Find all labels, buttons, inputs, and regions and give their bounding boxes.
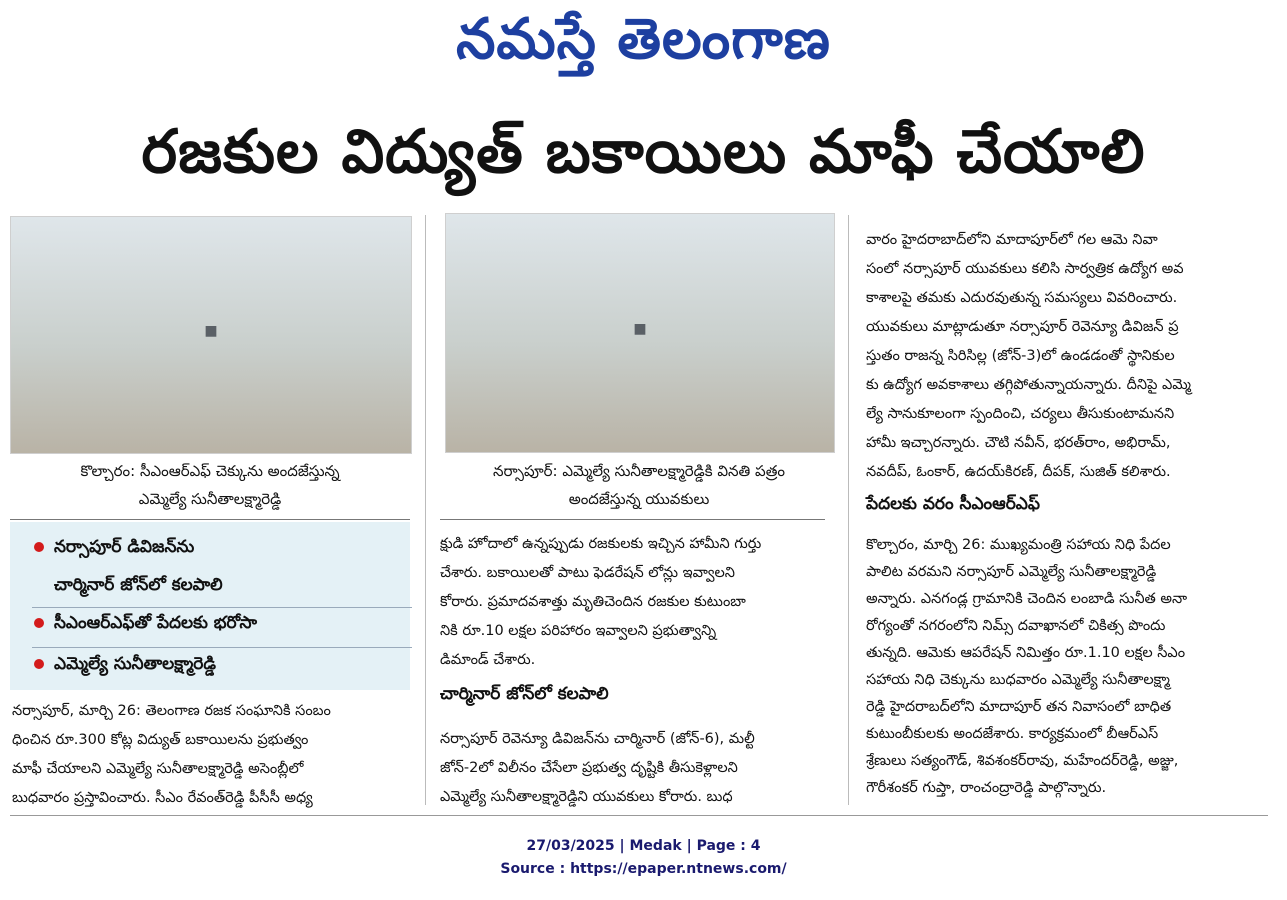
body-line: బుధవారం ప్రస్తావించారు. సీఎం రేవంత్‌రెడ్డి పీసీసీ అధ్య: [12, 790, 313, 806]
column-divider-1: [425, 215, 426, 805]
body-line: డిమాండ్ చేశారు.: [440, 652, 536, 668]
body-line: శ్రేణులు సత్యంగౌడ్, శివశంకర్‌రావు, మహేందర్‌రెడ్డి, అజ్జు,: [866, 753, 1179, 769]
highlight-box: [10, 522, 410, 690]
body-line: ధించిన రూ.300 కోట్ల విద్యుత్ బకాయిలను ప్రభుత్వం: [12, 732, 309, 748]
newspaper-masthead: నమస్తే తెలంగాణ: [456, 7, 831, 72]
left-caption-rule: [10, 519, 410, 520]
column-2-body-bottom: [440, 725, 825, 812]
article-headline: రజకుల విద్యుత్ బకాయిలు మాఫీ చేయాలి: [141, 117, 1146, 187]
page-bottom-rule: [10, 815, 1268, 816]
highlight-item: చార్మినార్ జోన్‌లో కలపాలి: [54, 575, 223, 595]
column-2-subhead: చార్మినార్ జోన్‌లో కలపాలి: [440, 684, 609, 704]
body-line: ఎమ్మెల్యే సునీతాలక్ష్మారెడ్డిని యువకులు కోరారు. బుధ: [440, 789, 733, 805]
left-caption-line-2: ఎమ్మెల్యే సునీతాలక్ష్మారెడ్డి: [138, 490, 282, 508]
source-link[interactable]: Source : https://epaper.ntnews.com/: [500, 861, 787, 877]
body-line: నర్సాపూర్ రెవెన్యూ డివిజన్‌ను చార్మినార్ (జోన్-6), మల్టీ: [440, 731, 755, 747]
bullet-icon: [34, 659, 44, 669]
body-line: స్తుతం రాజన్న సిరిసిల్ల (జోన్-3)లో ఉండడంతో స్థానికుల: [866, 348, 1175, 364]
body-line: పాలిట వరమని నర్సాపూర్ ఎమ్మెల్యే సునీతాలక్ష్మారెడ్డి: [866, 564, 1157, 580]
bullet-icon: [34, 618, 44, 628]
body-line: కాశాలపై తమకు ఎదురవుతున్న సమస్యలు వివరించారు.: [866, 290, 1178, 306]
page-info: 27/03/2025 | Medak | Page : 4: [526, 838, 761, 854]
column-3-body-top: [866, 226, 1266, 487]
body-line: కు ఉద్యోగ అవకాశాలు తగ్గిపోతున్నాయన్నారు. దీనిపై ఎమ్మె: [866, 377, 1192, 393]
column-2-body-top: [440, 530, 825, 675]
body-line: కోరారు. ప్రమాదవశాత్తు మృతిచెందిన రజకుల కుటుంబా: [440, 594, 746, 610]
body-line: జోన్-2లో విలీనం చేసేలా ప్రభుత్వ దృష్టికి తీసుకెళ్లాలని: [440, 760, 738, 776]
body-line: కొల్చారం, మార్చి 26: ముఖ్యమంత్రి సహాయ నిధి పేదల: [866, 537, 1171, 553]
body-line: సహాయ నిధి చెక్కును బుధవారం ఎమ్మెల్యే సునీతాలక్ష్మా: [866, 672, 1170, 688]
middle-photo-placeholder: ■: [633, 321, 647, 338]
body-line: ల్యే సానుకూలంగా స్పందించి, చర్యలు తీసుకుంటామనని: [866, 406, 1175, 422]
body-line: మాఫీ చేయాలని ఎమ్మెల్యే సునీతాలక్ష్మారెడ్డి అసెంబ్లీలో: [12, 761, 304, 777]
body-line: నికి రూ.10 లక్షల పరిహారం ఇవ్వాలని ప్రభుత్వాన్ని: [440, 623, 717, 639]
body-line: వారం హైదరాబాద్‌లోని మాదాపూర్‌లో గల ఆమె నివా: [866, 232, 1158, 248]
bullet-icon: [34, 542, 44, 552]
body-line: అన్నారు. ఎనగండ్ల గ్రామానికి చెందిన లంబాడి సునీత అనా: [866, 591, 1188, 607]
left-photo-placeholder: ■: [204, 323, 218, 340]
column-3-body-bottom: [866, 532, 1266, 802]
middle-photo: [445, 213, 835, 453]
body-line: కుటుంబీకులకు అందజేశారు. కార్యక్రమంలో బీఆర్ఎస్: [866, 726, 1159, 742]
body-line: గౌరీశంకర్ గుప్తా, రాంచంద్రారెడ్డి పాల్గొన్నారు.: [866, 780, 1107, 796]
body-line: యువకులు మాట్లాడుతూ నర్సాపూర్ రెవెన్యూ డివిజన్ ప్ర: [866, 319, 1179, 335]
body-line: రెడ్డి హైదరాబద్‌లోని మాదాపూర్ తన నివాసంలో బాధిత: [866, 699, 1172, 715]
body-line: రోగ్యంతో నగరంలోని నిమ్స్ దవాఖానలో చికిత్స పొందు: [866, 618, 1166, 634]
body-line: హామీ ఇచ్చారన్నారు. చౌటి నవీన్, భరత్‌రాం, అభిరామ్,: [866, 435, 1171, 451]
middle-caption-line-2: అందజేస్తున్న యువకులు: [568, 490, 710, 508]
middle-photo-caption: [445, 457, 833, 513]
column-3-subhead: పేదలకు వరం సీఎంఆర్ఎఫ్: [866, 494, 1040, 514]
body-line: తున్నది. ఆమెకు ఆపరేషన్ నిమిత్తం రూ.1.10 లక్షల సీఎం: [866, 645, 1186, 661]
left-photo-caption: [10, 457, 410, 513]
middle-caption-rule: [440, 519, 825, 520]
left-caption-line-1: కొల్చారం: సీఎంఆర్ఎఫ్ చెక్కును అందజేస్తున్న: [80, 462, 340, 480]
highlight-item: సీఎంఆర్ఎఫ్‌తో పేదలకు భరోసా: [54, 613, 258, 633]
body-line: నర్సాపూర్, మార్చి 26: తెలంగాణ రజక సంఘానికి సంబం: [12, 703, 331, 719]
body-line: సంలో నర్సాపూర్ యువకులు కలిసి సార్వత్రిక ఉద్యోగ అవ: [866, 261, 1184, 277]
highlight-item: ఎమ్మెల్యే సునీతాలక్ష్మారెడ్డి: [54, 654, 216, 674]
body-line: క్షుడి హోదాలో ఉన్నప్పుడు రజకులకు ఇచ్చిన హామీని గుర్తు: [440, 536, 762, 552]
highlight-item: నర్సాపూర్ డివిజన్‌ను: [54, 537, 195, 557]
body-line: నవదీప్, ఓంకార్, ఉదయ్‌కిరణ్, దీపక్, సుజిత్ కలిశారు.: [866, 464, 1171, 480]
column-divider-2: [848, 215, 849, 805]
column-1-body: [12, 697, 412, 813]
body-line: చేశారు. బకాయిలతో పాటు ఫెడరేషన్ లోన్లు ఇవ్వాలని: [440, 565, 735, 581]
left-photo: [10, 216, 412, 454]
middle-caption-line-1: నర్సాపూర్: ఎమ్మెల్యే సునీతాలక్ష్మారెడ్డికి వినతి పత్రం: [493, 462, 785, 480]
